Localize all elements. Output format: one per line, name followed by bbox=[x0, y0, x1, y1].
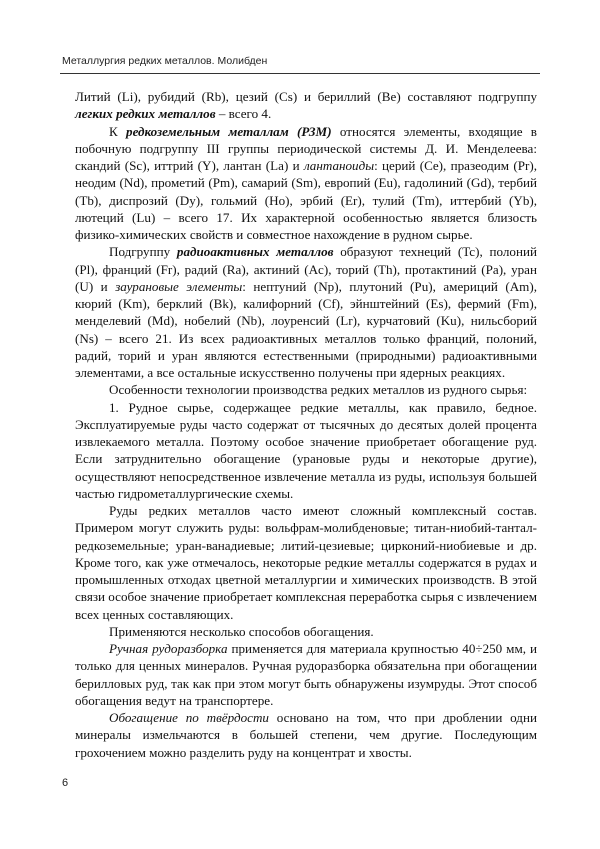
running-header: Металлургия редких металлов. Молибден bbox=[62, 55, 268, 67]
term-transuranic-elements: заурановые элементы bbox=[115, 278, 243, 294]
term-radioactive-metals: радиоактивных металлов bbox=[176, 244, 334, 260]
term-manual-sorting: Ручная рудоразборка bbox=[109, 641, 228, 656]
term-rare-earth-metals: редкоземельным металлам (РЗМ) bbox=[126, 123, 332, 139]
page-body bbox=[75, 88, 537, 761]
paragraph-manual-sorting: Ручная рудоразборка применяется для материала крупностью 40÷250 мм, и только для ценных минералов. Ручная рудоразборка обязательна при обогащении берилловых руд, так как при этом могут быть обнаружены изумруды. Этот способ обогащения ведут на транспортере. bbox=[75, 641, 537, 708]
paragraph-hardness-enrichment: Обогащение по твёрдости основано на том, что при дроблении одни минералы измельчаются в большей степени, чем другие. Последующим грохочением можно разделить руду на концентрат и хвосты. bbox=[75, 710, 537, 760]
paragraph-radioactive-metals: Подгруппу радиоактивных металлов образуют технеций (Tc), полоний (Pl), франций (Fr), радий (Ra), актиний (Ac), торий (Th), протактиний (Pa), уран (U) и заурановые элементы: нептуний (Np), плутоний (Pu), америций (Am), кюрий (Km), берклий (Bk), калифорний (Cf), эйнштейний (Es), фермий (Fm), менделевий (Md), нобелий (Nb), лоуренсий (Lr), курчатовий (Ku), нильсборий (Ns) – всего 21. Из всех радиоактивных металлов только франций, полоний, радий, торий и уран являются естественными (природными) радиоактивными элементами, а все остальные искусственно получены при ядерных реакциях. bbox=[75, 244, 537, 380]
term-lanthanoids: лантаноиды bbox=[303, 158, 375, 173]
paragraph-rare-earth-metals: К редкоземельным металлам (РЗМ) относятся элементы, входящие в побочную подгруппу III группы периодической системы Д. И. Менделеева: скандий (Sc), иттрий (Y), лантан (La) и лантаноиды: церий (Ce), празеодим (Pr), неодим (Nd), прометий (Pm), самарий (Sm), европий (Eu), гадолиний (Gd), тербий (Tb), диспрозий (Dy), гольмий (Ho), эрбий (Er), тулий (Tm), иттербий (Yb), лютеций (Lu) – всего 17. Их характерной особенностью является близость физико-химических свойств и совместное нахождение в рудном сырье. bbox=[75, 123, 537, 242]
term-hardness-enrichment: Обогащение по твёрдости bbox=[109, 710, 269, 725]
paragraph-feature-1: 1. Рудное сырье, содержащее редкие металлы, как правило, бедное. Эксплуатируемые руды часто содержат от тысячных до десятых долей процента извлекаемого металла. Поэтому особое значение приобретает обогащение руд. Если затруднительно обогащение (урановые руды и некоторые другие), осуществляют непосредственное извлечение металла из руды, используя большей частью гидрометаллургические схемы. bbox=[75, 399, 537, 501]
header-divider bbox=[60, 73, 540, 74]
paragraph-complex-ores: Руды редких металлов часто имеют сложный комплексный состав. Примером могут служить руды: вольфрам-молибденовые; титан-ниобий-тантал-редкоземельные; уран-ванадиевые; литий-цезиевые; цирконий-ниобиевые и др. Кроме того, как уже отмечалось, некоторые редкие металлы содержатся в рудах и промышленных отходах цветной металлургии и химических производств. В этой связи особое значение приобретает комплексная переработка сырья с извлечением всех ценных составляющих. bbox=[75, 503, 537, 622]
page-number: 6 bbox=[62, 777, 69, 789]
term-light-rare-metals: легких редких металлов bbox=[75, 106, 216, 122]
paragraph-technology-features: Особенности технологии производства редких металлов из рудного сырья: bbox=[109, 382, 528, 398]
paragraph-enrichment-methods: Применяются несколько способов обогащения. bbox=[109, 623, 374, 639]
paragraph-light-metals: Литий (Li), рубидий (Rb), цезий (Cs) и бериллий (Be) составляют подгруппу легких редких металлов – всего 4. bbox=[75, 89, 537, 122]
